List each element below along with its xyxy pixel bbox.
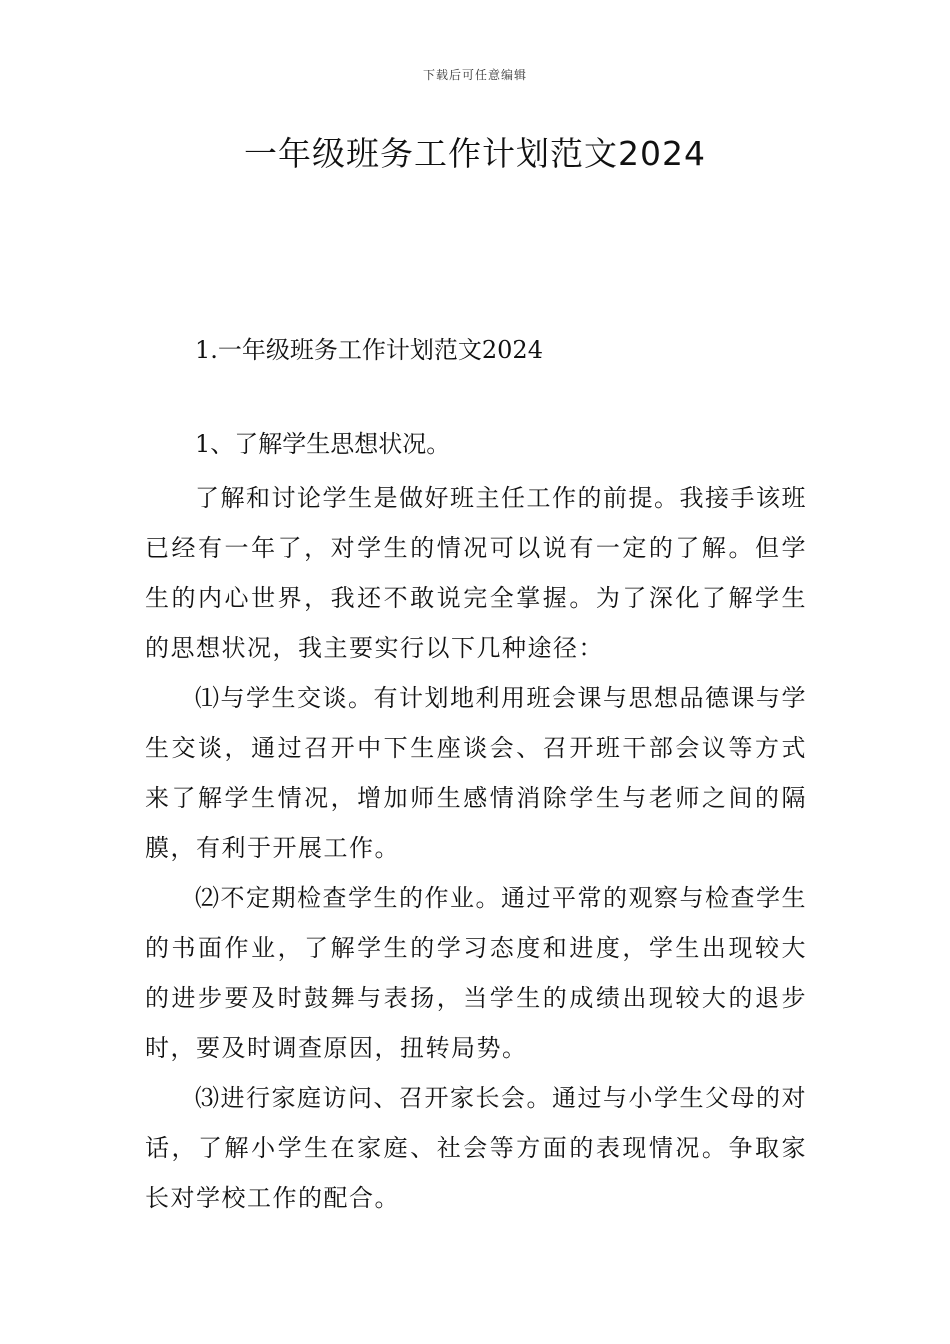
- document-body: [145, 473, 807, 1223]
- section-heading: 1.一年级班务工作计划范文2024: [195, 336, 543, 364]
- paragraph: 了解和讨论学生是做好班主任工作的前提。我接手该班已经有一年了，对学生的情况可以说有一定的了解。但学生的内心世界，我还不敢说完全掌握。为了深化了解学生的思想状况，我主要实行以下几种途径：: [145, 484, 807, 662]
- paragraph: ⑴与学生交谈。有计划地利用班会课与思想品德课与学生交谈，通过召开中下生座谈会、召开班干部会议等方式来了解学生情况，增加师生感情消除学生与老师之间的隔膜，有利于开展工作。: [145, 684, 807, 862]
- paragraph: ⑶进行家庭访问、召开家长会。通过与小学生父母的对话，了解小学生在家庭、社会等方面的表现情况。争取家长对学校工作的配合。: [145, 1084, 807, 1212]
- point-heading: 1、了解学生思想状况。: [195, 430, 451, 458]
- header-note: 下载后可任意编辑: [422, 68, 527, 82]
- paragraph: ⑵不定期检查学生的作业。通过平常的观察与检查学生的书面作业，了解学生的学习态度和进度，学生出现较大的进步要及时鼓舞与表扬，当学生的成绩出现较大的退步时，要及时调查原因，扭转局势。: [145, 884, 807, 1062]
- document-title: 一年级班务工作计划范文2024: [244, 134, 706, 173]
